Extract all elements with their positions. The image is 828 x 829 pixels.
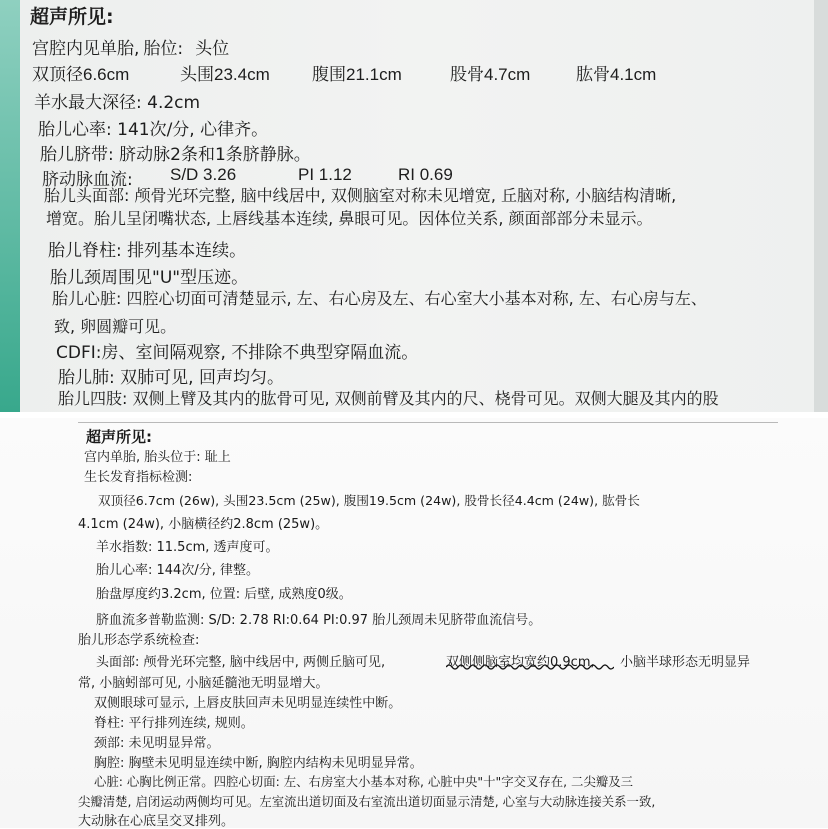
bottom-line-14: 颈部: 未见明显异常。 <box>94 736 220 751</box>
bottom-line-10 <box>96 651 751 670</box>
top-report-photo <box>0 0 828 412</box>
top-line-2-b: 头围23.4cm <box>180 65 270 84</box>
bottom-line-18: 大动脉在心底呈交叉排列。 <box>78 814 235 829</box>
top-heading: 超声所见: <box>30 6 114 28</box>
top-line-7: 胎儿头面部: 颅骨光环完整, 脑中线居中, 双侧脑室对称未见增宽, 丘脑对称, 小脑结构清晰, <box>44 186 677 205</box>
top-line-2-e: 肱骨4.1cm <box>576 65 657 84</box>
top-line-6-d: RI 0.69 <box>398 165 453 184</box>
top-line-4: 胎儿心率: 141次/分, 心律齐。 <box>38 120 269 140</box>
top-line-1-b: 胎位: <box>143 39 184 59</box>
bottom-line-9: 胎儿形态学系统检查: <box>78 633 200 648</box>
top-line-9: 胎儿脊柱: 排列基本连续。 <box>48 241 247 261</box>
bottom-line-15: 胸腔: 胸壁未见明显连续中断, 胸腔内结构未见明显异常。 <box>94 756 423 771</box>
top-line-12: 致, 卵圆瓣可见。 <box>54 317 177 336</box>
bottom-line-12: 双侧眼球可显示, 上唇皮肤回声未见明显连续性中断。 <box>94 696 402 711</box>
top-line-2-c: 腹围21.1cm <box>312 65 402 84</box>
bottom-line-7: 胎盘厚度约3.2cm, 位置: 后壁, 成熟度0级。 <box>96 587 352 602</box>
top-line-3: 羊水最大深径: 4.2cm <box>34 93 201 113</box>
bottom-top-rule <box>78 422 778 423</box>
top-line-1-c: 头位 <box>195 39 230 59</box>
top-line-5: 胎儿脐带: 脐动脉2条和1条脐静脉。 <box>40 145 311 165</box>
top-line-13: CDFI:房、室间隔观察, 不排除不典型穿隔血流。 <box>56 343 419 363</box>
bottom-line-10-c: 小脑半球形态无明显异 <box>620 655 751 670</box>
bottom-line-1: 宫内单胎, 胎头位于: 耻上 <box>84 450 231 465</box>
bottom-line-11: 常, 小脑蚓部可见, 小脑延髓池无明显增大。 <box>78 676 329 691</box>
top-line-1 <box>32 34 229 59</box>
top-line-6-a: 脐动脉血流: <box>42 170 133 190</box>
bottom-line-16: 心脏: 心胸比例正常。四腔心切面: 左、右房室大小基本对称, 心脏中央"十"字交叉存在, 二尖瓣及三 <box>94 774 634 789</box>
bottom-line-2: 生长发育指标检测: <box>84 470 193 485</box>
bottom-line-8: 脐血流多普勒监测: S/D: 2.78 RI:0.64 PI:0.97 胎儿颈周未见脐带血流信号。 <box>96 613 542 628</box>
wavy-underline <box>446 663 614 671</box>
teal-background-edge <box>0 0 20 412</box>
top-line-6-b: S/D 3.26 <box>170 165 237 184</box>
bottom-line-17: 尖瓣清楚, 启闭运动两侧均可见。左室流出道切面及右室流出道切面显示清楚, 心室与大动脉连接关系一致, <box>78 794 656 809</box>
paper-edge-shadow <box>814 0 828 412</box>
lateral-ventricle-highlight: 双侧侧脑室均宽约0.9cm, <box>446 655 595 670</box>
top-line-10: 胎儿颈周围见"U"型压迹。 <box>50 268 249 288</box>
top-line-2-a: 双顶径6.6cm <box>32 65 130 84</box>
bottom-line-13: 脊柱: 平行排列连续, 规则。 <box>94 716 254 731</box>
top-line-14: 胎儿肺: 双肺可见, 回声均匀。 <box>58 368 284 388</box>
top-line-8: 增宽。胎儿呈闭嘴状态, 上唇线基本连续, 鼻眼可见。因体位关系, 颜面部部分未显示。 <box>46 209 653 228</box>
bottom-line-5: 羊水指数: 11.5cm, 透声度可。 <box>96 540 279 555</box>
top-line-15: 胎儿四肢: 双侧上臂及其内的肱骨可见, 双侧前臂及其内的尺、桡骨可见。双侧大腿及其内的股 <box>58 389 719 408</box>
top-line-11: 胎儿心脏: 四腔心切面可清楚显示, 左、右心房及左、右心室大小基本对称, 左、右心房与左、 <box>52 289 707 308</box>
bottom-line-4: 4.1cm (24w), 小脑横径约2.8cm (25w)。 <box>78 517 329 532</box>
top-line-2-d: 股骨4.7cm <box>450 65 531 84</box>
bottom-heading: 超声所见: <box>86 428 152 446</box>
top-line-6-c: PI 1.12 <box>298 165 352 184</box>
bottom-line-6: 胎儿心率: 144次/分, 律整。 <box>96 563 259 578</box>
bottom-line-10-a: 头面部: 颅骨光环完整, 脑中线居中, 两侧丘脑可见, <box>96 655 386 670</box>
top-line-1-a: 宫腔内见单胎, <box>32 39 140 59</box>
bottom-line-3: 双顶径6.7cm (26w), 头围23.5cm (25w), 腹围19.5cm (24w), 股骨长径4.4cm (24w), 肱骨长 <box>98 493 640 508</box>
